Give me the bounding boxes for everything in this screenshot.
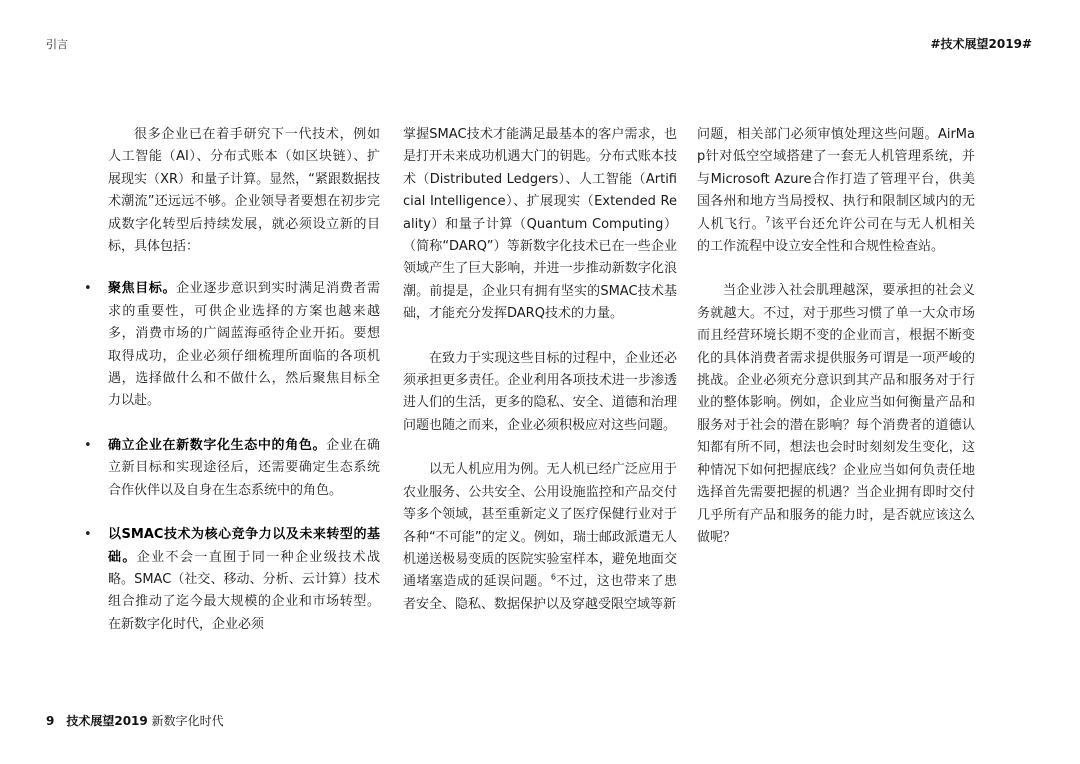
page-number: 9: [46, 714, 55, 728]
bullet-text: 企业逐步意识到实时满足消费者需求的重要性，可供企业选择的方案也越来越多，消费市场的广阔蓝海亟待企业开拓。要想取得成功，企业必须仔细梳理所面临的各项机遇，选择做什么和不做什么，然后聚焦目标全力以赴。: [108, 281, 380, 409]
column-1: [84, 124, 380, 636]
paragraph: 当企业涉入社会肌理越深，要承担的社会义务就越大。不过，对于那些习惯了单一大众市场而且经营环境长期不变的企业而言，根据不断变化的具体消费者需求提供服务可谓是一项严峻的挑战。企业必须充分意识到其产品和服务对于行业的整体影响。例如，企业应当如何衡量产品和服务对于社会的潜在影响？每个消费者的道德认知都有所不同，想法也会时时刻刻发生变化，这种情况下如何把握底线？企业应当如何负责任地选择首先需要把握的机遇？当企业拥有即时交付几乎所有产品和服务的能力时，是否就应该这么做呢？: [697, 283, 975, 545]
footnote-ref: 7: [765, 215, 771, 225]
column-3: [697, 124, 975, 549]
paragraph: 掌握SMAC技术才能满足最基本的客户需求，也是打开未来成功机遇大门的钥匙。分布式账本技术（Distributed Ledgers）、人工智能（Artificial Intelligence）、扩展现实（Extended Reality）和量子计算（Quantum Computing）（简称“DARQ”）等新数字化技术已在一些企业领域产生了巨大影响，并进一步推动新数字化浪潮。前提是，企业只有拥有坚实的SMAC技术基础，才能充分发挥DARQ技术的力量。: [403, 127, 677, 322]
paragraph: [697, 124, 975, 258]
footnote-ref: 6: [550, 572, 556, 582]
paragraph-text: 问题，相关部门必须审慎处理这些问题。AirMap针对低空空域搭建了一套无人机管理系统，并与Microsoft Azure合作打造了管理平台，供美国各州和地方当局授权、执行和限制区域内的无人机飞行。: [697, 127, 975, 232]
paragraph-text: 不过，这也带来了患者安全、隐私、数据保护以及穿越受限空域等新: [403, 574, 677, 612]
bullet-heading: 确立企业在新数字化生态中的角色。: [108, 437, 327, 453]
bullet-item: [84, 278, 380, 412]
footer-subtitle: 新数字化时代: [151, 714, 224, 728]
intro-paragraph: 很多企业已在着手研究下一代技术，例如人工智能（AI）、分布式账本（如区块链）、扩展现实（XR）和量子计算。显然，“紧跟数据技术潮流”还远远不够。企业领导者要想在初步完成数字化转型后持续发展，就必须设立新的目标，具体包括：: [108, 127, 380, 255]
bullet-heading: 以SMAC技术为核心竞争力以及未来转型的基础。: [108, 527, 380, 565]
column-2: [403, 124, 677, 616]
bullet-dot-icon: •: [84, 281, 92, 297]
section-label: 引言: [46, 38, 68, 51]
bullet-item: [84, 435, 380, 502]
bullet-dot-icon: •: [84, 437, 92, 453]
bullet-text: 企业在确立新目标和实现途径后，还需要确定生态系统合作伙伴以及自身在生态系统中的角色。: [108, 437, 380, 498]
bullet-dot-icon: •: [84, 527, 92, 543]
bullet-text: 企业不会一直囿于同一种企业级技术战略。SMAC（社交、移动、分析、云计算）技术组合推动了迄今最大规模的企业和市场转型。在新数字化时代，企业必须: [108, 549, 380, 632]
page-footer: [46, 712, 224, 729]
paragraph: [403, 459, 677, 616]
bullet-heading: 聚焦目标。: [108, 281, 177, 297]
brand-tag: #技术展望2019#: [930, 37, 1032, 51]
paragraph-text: 以无人机应用为例。无人机已经广泛应用于农业服务、公共安全、公用设施监控和产品交付等多个领域，甚至重新定义了医疗保健行业对于各种“不可能”的定义。例如，瑞士邮政派遣无人机递送极易变质的医院实验室样本，避免地面交通堵塞造成的延误问题。: [403, 462, 677, 590]
bullet-item: [84, 524, 380, 636]
paragraph: 在致力于实现这些目标的过程中，企业还必须承担更多责任。企业利用各项技术进一步渗透进人们的生活，更多的隐私、安全、道德和治理问题也随之而来，企业必须积极应对这些问题。: [403, 350, 677, 433]
footer-brand: 技术展望2019: [66, 714, 148, 728]
paragraph-text: 该平台还允许公司在与无人机相关的工作流程中设立安全性和合规性检查站。: [697, 216, 975, 255]
